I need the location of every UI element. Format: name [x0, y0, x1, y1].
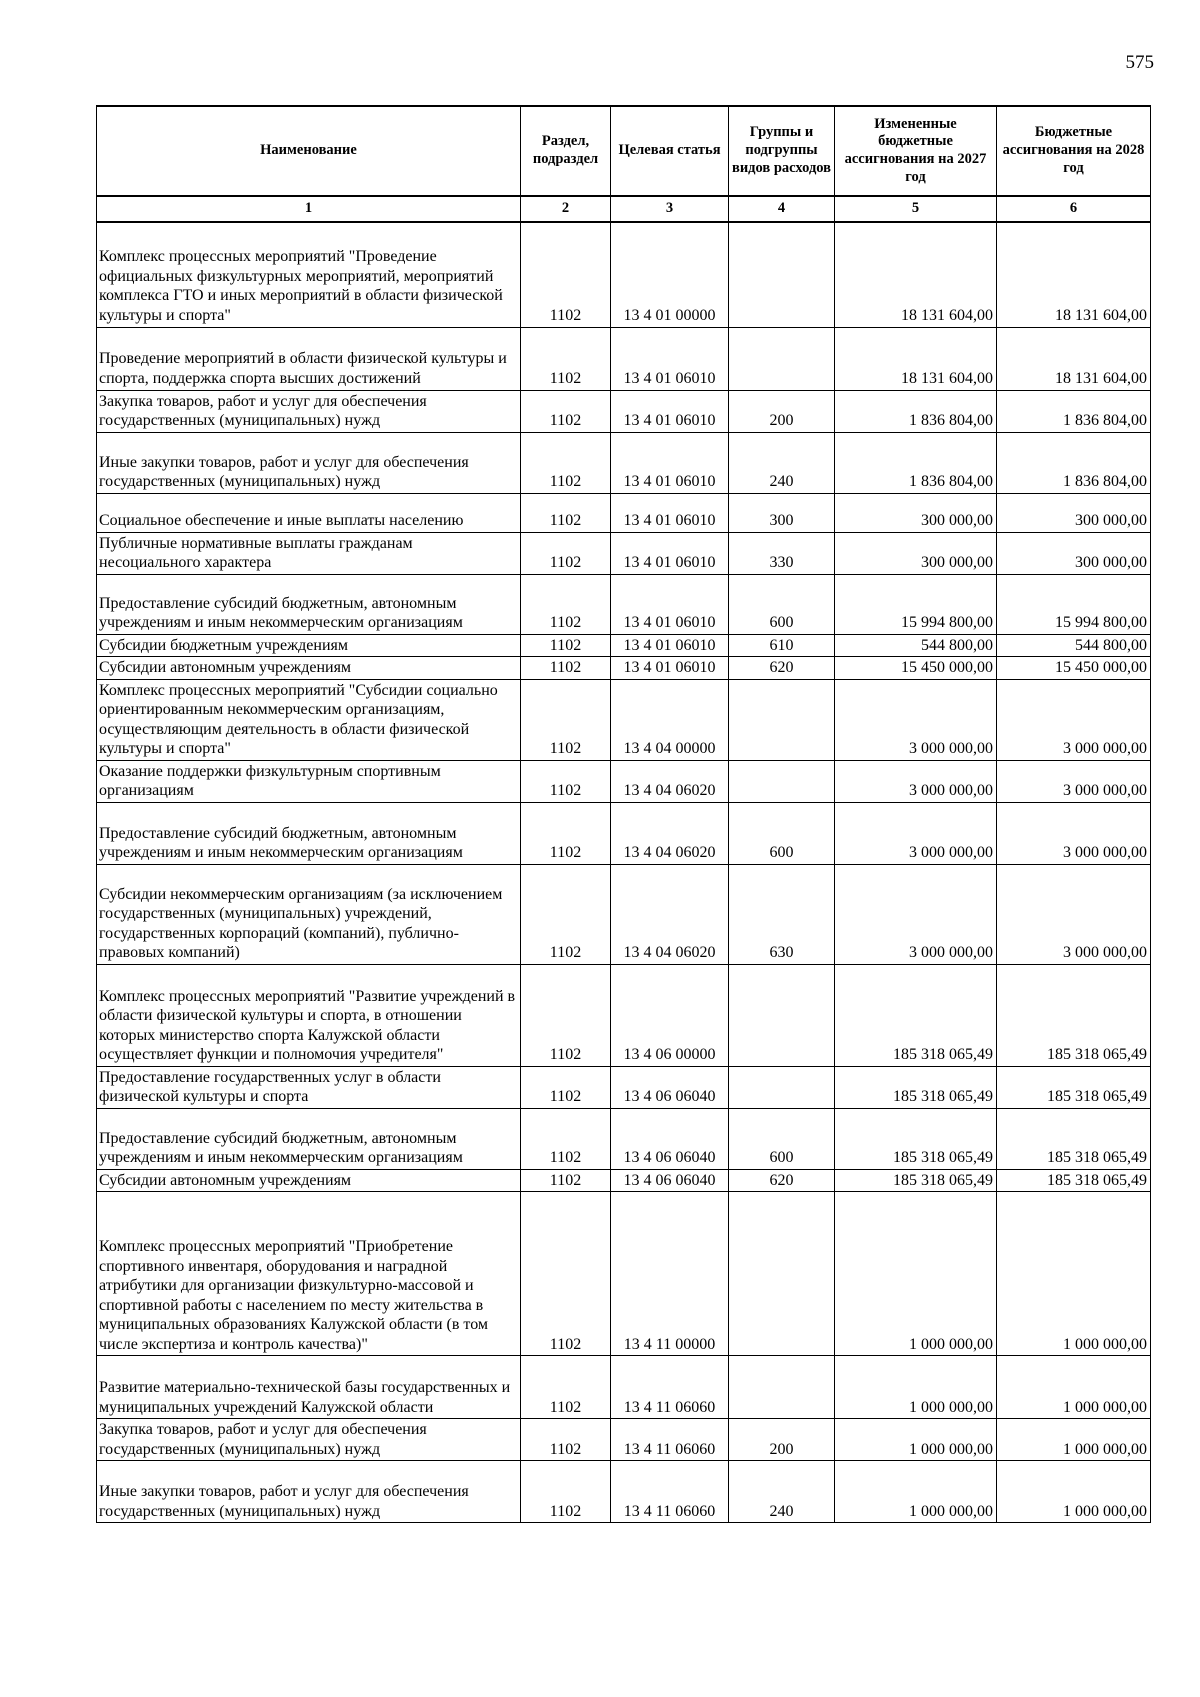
row-group-cell — [729, 1356, 835, 1419]
row-amount-2028-cell: 1 000 000,00 — [997, 1461, 1151, 1523]
table-row — [97, 802, 1151, 864]
row-group-cell: 600 — [729, 802, 835, 864]
row-amount-2027-cell: 300 000,00 — [835, 532, 997, 574]
row-name-cell: Предоставление субсидий бюджетным, автономным учреждениям и иным некоммерческим организациям — [97, 574, 521, 634]
row-name-cell: Предоставление государственных услуг в области физической культуры и спорта — [97, 1066, 521, 1108]
row-section-cell: 1102 — [521, 222, 611, 327]
row-group-cell: 300 — [729, 493, 835, 532]
row-amount-2027-cell: 3 000 000,00 — [835, 760, 997, 802]
row-group-cell — [729, 1066, 835, 1108]
row-group-cell: 630 — [729, 864, 835, 964]
row-name-cell: Иные закупки товаров, работ и услуг для обеспечения государственных (муниципальных) нужд — [97, 1461, 521, 1523]
column-number: 1 — [97, 196, 521, 222]
row-section-cell: 1102 — [521, 390, 611, 432]
row-target-cell: 13 4 11 00000 — [611, 1192, 729, 1356]
column-number: 3 — [611, 196, 729, 222]
row-target-cell: 13 4 01 00000 — [611, 222, 729, 327]
row-amount-2028-cell: 18 131 604,00 — [997, 222, 1151, 327]
row-section-cell: 1102 — [521, 1169, 611, 1192]
table-row — [97, 390, 1151, 432]
header-section: Раздел, подраздел — [521, 106, 611, 196]
table-row — [97, 657, 1151, 680]
row-name-cell: Предоставление субсидий бюджетным, автономным учреждениям и иным некоммерческим организациям — [97, 802, 521, 864]
row-amount-2028-cell: 185 318 065,49 — [997, 1169, 1151, 1192]
row-amount-2027-cell: 185 318 065,49 — [835, 1108, 997, 1169]
table-row — [97, 1169, 1151, 1192]
row-name-cell: Социальное обеспечение и иные выплаты населению — [97, 493, 521, 532]
column-number: 4 — [729, 196, 835, 222]
row-amount-2028-cell: 1 000 000,00 — [997, 1356, 1151, 1419]
row-name-cell: Субсидии некоммерческим организациям (за исключением государственных (муниципальных) учреждений, государственных корпораций (компаний), публично-правовых компаний) — [97, 864, 521, 964]
row-amount-2027-cell: 3 000 000,00 — [835, 864, 997, 964]
row-amount-2028-cell: 185 318 065,49 — [997, 1066, 1151, 1108]
row-section-cell: 1102 — [521, 1461, 611, 1523]
row-name-cell: Комплекс процессных мероприятий "Проведение официальных физкультурных мероприятий, мероприятий комплекса ГТО и иных мероприятий в области физической культуры и спорта" — [97, 222, 521, 327]
row-name-cell: Предоставление субсидий бюджетным, автономным учреждениям и иным некоммерческим организациям — [97, 1108, 521, 1169]
row-section-cell: 1102 — [521, 657, 611, 680]
row-target-cell: 13 4 01 06010 — [611, 532, 729, 574]
row-group-cell — [729, 1192, 835, 1356]
row-target-cell: 13 4 11 06060 — [611, 1356, 729, 1419]
header-group: Группы и подгруппы видов расходов — [729, 106, 835, 196]
row-name-cell: Оказание поддержки физкультурным спортивным организациям — [97, 760, 521, 802]
row-target-cell: 13 4 06 00000 — [611, 964, 729, 1066]
row-target-cell: 13 4 11 06060 — [611, 1461, 729, 1523]
row-amount-2027-cell: 18 131 604,00 — [835, 222, 997, 327]
row-amount-2028-cell: 18 131 604,00 — [997, 327, 1151, 390]
table-row — [97, 1108, 1151, 1169]
row-name-cell: Субсидии автономным учреждениям — [97, 657, 521, 680]
row-amount-2028-cell: 3 000 000,00 — [997, 864, 1151, 964]
row-amount-2027-cell: 1 000 000,00 — [835, 1461, 997, 1523]
column-number: 6 — [997, 196, 1151, 222]
row-group-cell: 200 — [729, 390, 835, 432]
row-amount-2028-cell: 15 994 800,00 — [997, 574, 1151, 634]
row-section-cell: 1102 — [521, 864, 611, 964]
row-group-cell: 620 — [729, 657, 835, 680]
header-amount-2028: Бюджетные ассигнования на 2028 год — [997, 106, 1151, 196]
table-row — [97, 1192, 1151, 1356]
row-name-cell: Закупка товаров, работ и услуг для обеспечения государственных (муниципальных) нужд — [97, 1419, 521, 1461]
row-amount-2027-cell: 185 318 065,49 — [835, 964, 997, 1066]
row-section-cell: 1102 — [521, 327, 611, 390]
row-amount-2027-cell: 1 000 000,00 — [835, 1192, 997, 1356]
row-amount-2027-cell: 185 318 065,49 — [835, 1066, 997, 1108]
row-section-cell: 1102 — [521, 1108, 611, 1169]
table-body — [97, 222, 1151, 1523]
row-amount-2027-cell: 1 836 804,00 — [835, 432, 997, 493]
row-name-cell: Комплекс процессных мероприятий "Приобретение спортивного инвентаря, оборудования и наградной атрибутики для организации физкультурно-массовой и спортивной работы с населением по месту жительства в муниципальных образованиях Калужской области (в том числе экспертиза и контроль качества)" — [97, 1192, 521, 1356]
table-row — [97, 432, 1151, 493]
row-section-cell: 1102 — [521, 574, 611, 634]
row-target-cell: 13 4 01 06010 — [611, 657, 729, 680]
row-amount-2028-cell: 544 800,00 — [997, 634, 1151, 657]
row-section-cell: 1102 — [521, 679, 611, 760]
row-target-cell: 13 4 01 06010 — [611, 574, 729, 634]
row-amount-2028-cell: 300 000,00 — [997, 532, 1151, 574]
table-row — [97, 1066, 1151, 1108]
row-section-cell: 1102 — [521, 1192, 611, 1356]
row-section-cell: 1102 — [521, 1419, 611, 1461]
row-name-cell: Комплекс процессных мероприятий "Развитие учреждений в области физической культуры и спорта, в отношении которых министерство спорта Калужской области осуществляет функции и полномочия учредителя" — [97, 964, 521, 1066]
row-amount-2027-cell: 15 994 800,00 — [835, 574, 997, 634]
row-group-cell: 330 — [729, 532, 835, 574]
header-target: Целевая статья — [611, 106, 729, 196]
row-name-cell: Проведение мероприятий в области физической культуры и спорта, поддержка спорта высших достижений — [97, 327, 521, 390]
row-amount-2028-cell: 3 000 000,00 — [997, 802, 1151, 864]
row-section-cell: 1102 — [521, 1066, 611, 1108]
header-amount-2027: Измененные бюджетные ассигнования на 2027 год — [835, 106, 997, 196]
row-target-cell: 13 4 06 06040 — [611, 1169, 729, 1192]
table-row — [97, 760, 1151, 802]
row-name-cell: Закупка товаров, работ и услуг для обеспечения государственных (муниципальных) нужд — [97, 390, 521, 432]
row-name-cell: Субсидии бюджетным учреждениям — [97, 634, 521, 657]
row-group-cell: 610 — [729, 634, 835, 657]
row-target-cell: 13 4 01 06010 — [611, 432, 729, 493]
row-target-cell: 13 4 01 06010 — [611, 390, 729, 432]
table-row — [97, 493, 1151, 532]
row-name-cell: Развитие материально-технической базы государственных и муниципальных учреждений Калужской области — [97, 1356, 521, 1419]
row-group-cell — [729, 222, 835, 327]
table-row — [97, 327, 1151, 390]
table-row — [97, 1461, 1151, 1523]
table-row — [97, 532, 1151, 574]
table-row — [97, 1356, 1151, 1419]
row-amount-2028-cell: 185 318 065,49 — [997, 964, 1151, 1066]
row-amount-2028-cell: 1 000 000,00 — [997, 1419, 1151, 1461]
row-section-cell: 1102 — [521, 634, 611, 657]
column-number-row — [97, 196, 1151, 222]
row-amount-2027-cell: 3 000 000,00 — [835, 802, 997, 864]
row-group-cell: 600 — [729, 1108, 835, 1169]
row-target-cell: 13 4 04 00000 — [611, 679, 729, 760]
row-name-cell: Комплекс процессных мероприятий "Субсидии социально ориентированным некоммерческим организациям, осуществляющим деятельность в области физической культуры и спорта" — [97, 679, 521, 760]
row-amount-2028-cell: 1 000 000,00 — [997, 1192, 1151, 1356]
table-row — [97, 679, 1151, 760]
row-name-cell: Субсидии автономным учреждениям — [97, 1169, 521, 1192]
row-amount-2028-cell: 3 000 000,00 — [997, 760, 1151, 802]
header-name: Наименование — [97, 106, 521, 196]
table-row — [97, 222, 1151, 327]
row-amount-2028-cell: 1 836 804,00 — [997, 432, 1151, 493]
row-amount-2028-cell: 1 836 804,00 — [997, 390, 1151, 432]
table-row — [97, 1419, 1151, 1461]
row-amount-2027-cell: 1 836 804,00 — [835, 390, 997, 432]
row-target-cell: 13 4 11 06060 — [611, 1419, 729, 1461]
row-amount-2028-cell: 300 000,00 — [997, 493, 1151, 532]
row-target-cell: 13 4 01 06010 — [611, 634, 729, 657]
row-name-cell: Публичные нормативные выплаты гражданам несоциального характера — [97, 532, 521, 574]
row-target-cell: 13 4 04 06020 — [611, 802, 729, 864]
table-row — [97, 634, 1151, 657]
row-section-cell: 1102 — [521, 760, 611, 802]
row-group-cell: 240 — [729, 432, 835, 493]
row-target-cell: 13 4 06 06040 — [611, 1108, 729, 1169]
row-amount-2028-cell: 185 318 065,49 — [997, 1108, 1151, 1169]
row-amount-2027-cell: 15 450 000,00 — [835, 657, 997, 680]
row-amount-2027-cell: 1 000 000,00 — [835, 1356, 997, 1419]
row-amount-2027-cell: 18 131 604,00 — [835, 327, 997, 390]
row-section-cell: 1102 — [521, 964, 611, 1066]
row-target-cell: 13 4 04 06020 — [611, 760, 729, 802]
row-target-cell: 13 4 04 06020 — [611, 864, 729, 964]
row-group-cell — [729, 964, 835, 1066]
row-group-cell — [729, 760, 835, 802]
row-group-cell: 240 — [729, 1461, 835, 1523]
row-group-cell: 620 — [729, 1169, 835, 1192]
row-section-cell: 1102 — [521, 1356, 611, 1419]
row-amount-2027-cell: 1 000 000,00 — [835, 1419, 997, 1461]
table-row — [97, 864, 1151, 964]
row-amount-2027-cell: 3 000 000,00 — [835, 679, 997, 760]
row-section-cell: 1102 — [521, 532, 611, 574]
row-group-cell — [729, 679, 835, 760]
row-group-cell: 200 — [729, 1419, 835, 1461]
page-number: 575 — [1125, 52, 1154, 73]
row-group-cell: 600 — [729, 574, 835, 634]
budget-table — [96, 105, 1151, 1523]
table-row — [97, 574, 1151, 634]
row-target-cell: 13 4 01 06010 — [611, 327, 729, 390]
row-group-cell — [729, 327, 835, 390]
table-header-row — [97, 106, 1151, 196]
row-amount-2028-cell: 3 000 000,00 — [997, 679, 1151, 760]
row-target-cell: 13 4 06 06040 — [611, 1066, 729, 1108]
row-target-cell: 13 4 01 06010 — [611, 493, 729, 532]
row-name-cell: Иные закупки товаров, работ и услуг для обеспечения государственных (муниципальных) нужд — [97, 432, 521, 493]
row-section-cell: 1102 — [521, 432, 611, 493]
row-amount-2027-cell: 300 000,00 — [835, 493, 997, 532]
row-section-cell: 1102 — [521, 802, 611, 864]
row-section-cell: 1102 — [521, 493, 611, 532]
column-number: 2 — [521, 196, 611, 222]
row-amount-2027-cell: 544 800,00 — [835, 634, 997, 657]
table-row — [97, 964, 1151, 1066]
column-number: 5 — [835, 196, 997, 222]
row-amount-2027-cell: 185 318 065,49 — [835, 1169, 997, 1192]
row-amount-2028-cell: 15 450 000,00 — [997, 657, 1151, 680]
